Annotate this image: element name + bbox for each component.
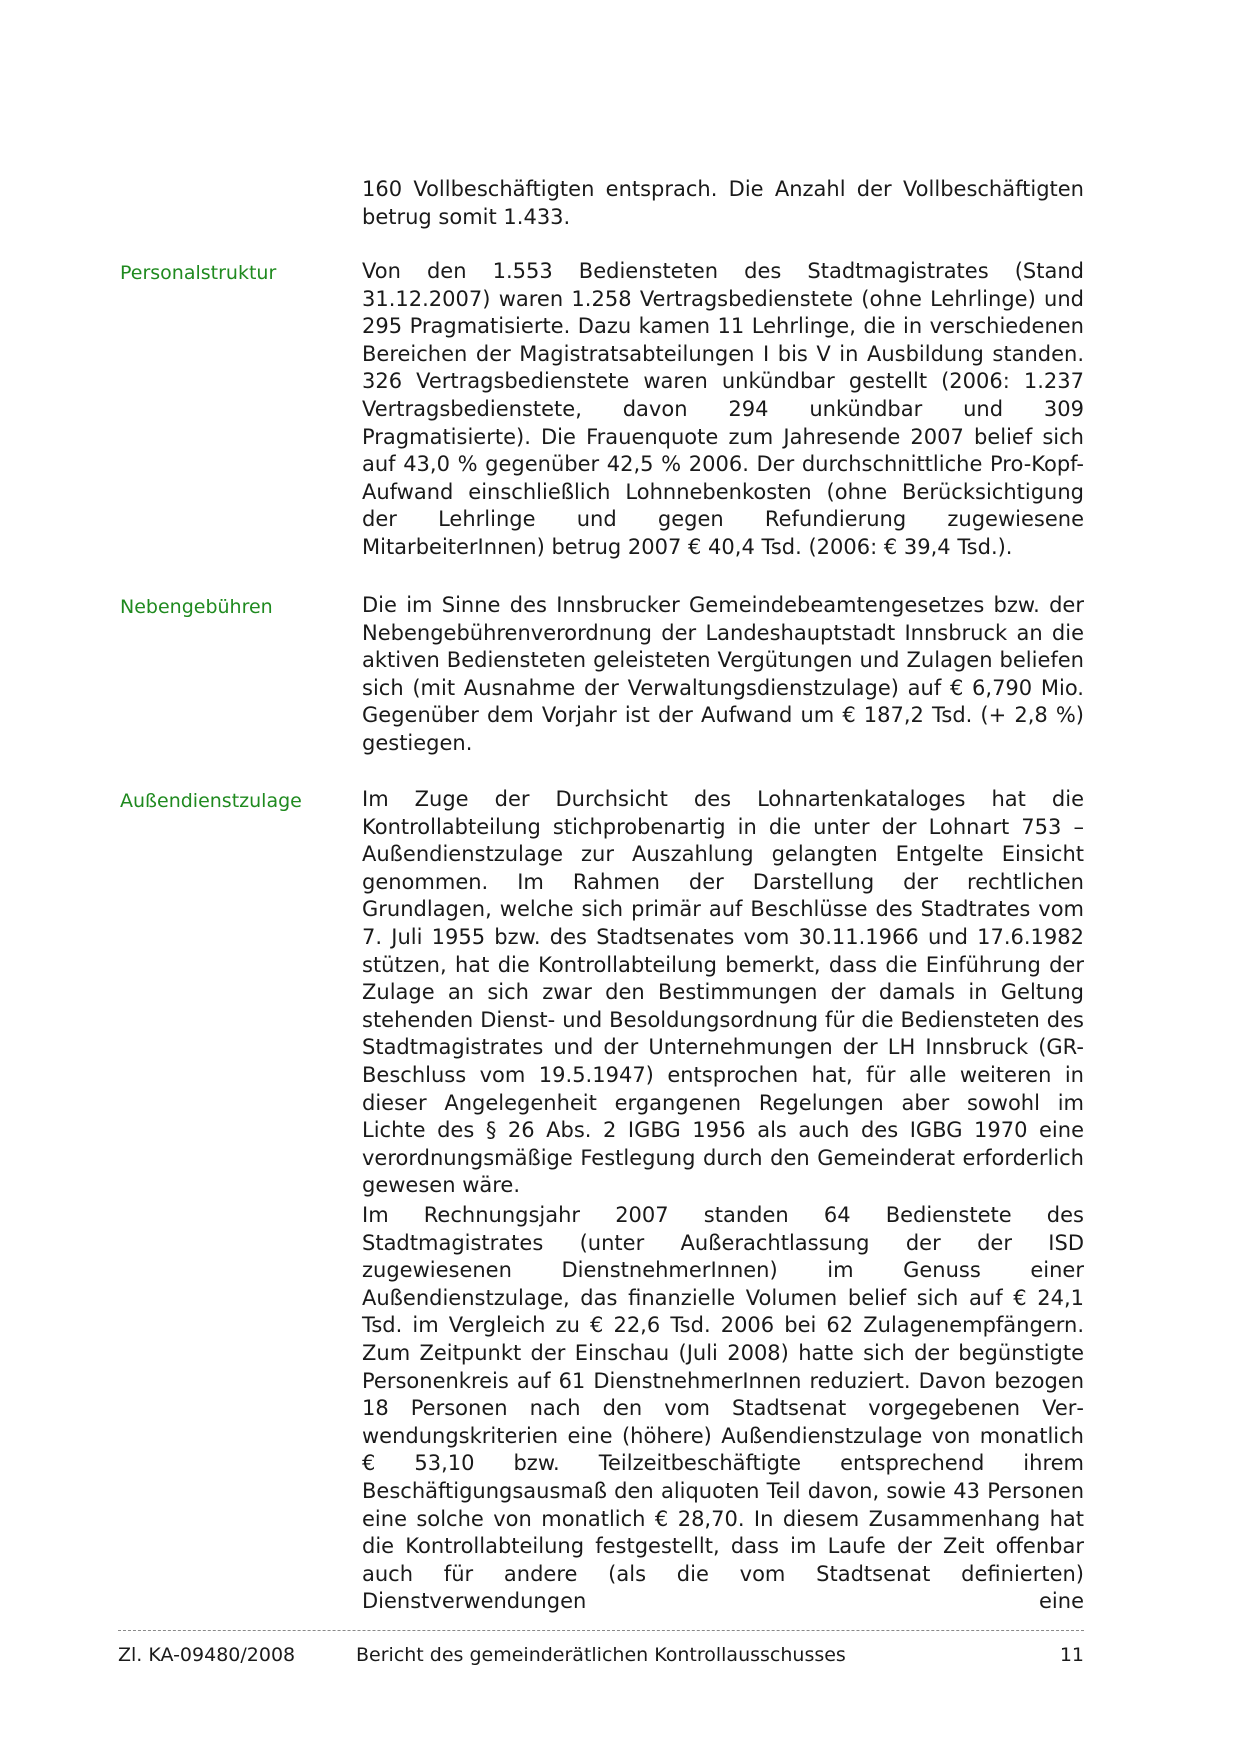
footer-reference: Zl. KA-09480/2008	[118, 1644, 296, 1666]
page-number: 11	[1059, 1644, 1084, 1666]
margin-label-aussendienstzulage: Außendienstzulage	[120, 790, 302, 812]
footer-title: Bericht des gemeinderätlichen Kontrollausschusses	[356, 1644, 846, 1666]
aussendienstzulage-paragraph-2: Im Rechnungsjahr 2007 standen 64 Bedienstete des Stadtmagistrates (unter Außerachtlassung der der ISD zugewiesenen DienstnehmerInnen) im Genuss einer Außendienstzulage, das finanzielle Volumen belief sich auf € 24,1 Tsd. im Vergleich zu € 22,6 Tsd. 2006 bei 62 Zulagenempfängern. Zum Zeitpunkt der Einschau (Juli 2008) hatte sich der begünstigte Personenkreis auf 61 DienstnehmerInnen reduziert. Davon bezogen 18 Personen nach den vom Stadtsenat vorgegebenen Verwendungskriterien eine (höhere) Außendienstzulage von monatlich € 53,10 bzw. Teilzeitbeschäftigte entsprechend ihrem Beschäftigungsausmaß den aliquoten Teil davon, sowie 43 Personen eine solche von monatlich € 28,70. In diesem Zusammenhang hat die Kontrollabteilung festgestellt, dass im Laufe der Zeit offenbar auch für andere (als die vom Stadtsenat definierten) Dienstverwendungen eine	[362, 1203, 1084, 1614]
aussendienstzulage-paragraph-1: Im Zuge der Durchsicht des Lohnartenkataloges hat die Kontrollabteilung stichprobenartig in die unter der Lohnart 753 – Außendienstzulage zur Auszahlung gelangten Entgelte Einsicht genommen. Im Rahmen der Darstellung der rechtlichen Grundlagen, welche sich primär auf Beschlüsse des Stadtrates vom 7. Juli 1955 bzw. des Stadtsenates vom 30.11.1966 und 17.6.1982 stützen, hat die Kontrollabteilung bemerkt, dass die Einführung der Zulage an sich zwar den Bestimmungen der damals in Geltung stehenden Dienst- und Besoldungsordnung für die Bediensteten des Stadtmagistrates und der Unternehmungen der LH Innsbruck (GR-Beschluss vom 19.5.1947) entsprochen hat, für alle weiteren in dieser Angelegenheit ergangenen Regelungen aber sowohl im Lichte des § 26 Abs. 2 IGBG 1956 als auch des IGBG 1970 eine verordnungsmäßige Festlegung durch den Gemeinderat erforderlich gewesen wäre.	[362, 787, 1084, 1198]
nebengebuehren-paragraph: Die im Sinne des Innsbrucker Gemeindebeamtengesetzes bzw. der Nebengebührenverordnung der Landeshauptstadt Innsbruck an die aktiven Bediensteten geleisteten Vergütungen und Zulagen beliefen sich (mit Ausnahme der Verwaltungsdienstzulage) auf € 6,790 Mio. Gegenüber dem Vorjahr ist der Aufwand um € 187,2 Tsd. (+ 2,8 %) gestiegen.	[362, 593, 1084, 755]
margin-label-personalstruktur: Personalstruktur	[120, 262, 277, 284]
intro-paragraph: 160 Vollbeschäftigten entsprach. Die Anzahl der Vollbeschäftigten betrug somit 1.433.	[362, 177, 1084, 229]
margin-label-nebengebuehren: Nebengebühren	[120, 596, 273, 618]
footer-divider	[118, 1630, 1084, 1631]
personalstruktur-paragraph: Von den 1.553 Bediensteten des Stadtmagistrates (Stand 31.12.2007) waren 1.258 Vertragsbedienstete (ohne Lehrlinge) und 295 Pragmatisierte. Dazu kamen 11 Lehrlinge, die in verschiedenen Bereichen der Magistratsabteilungen I bis V in Ausbildung standen. 326 Vertragsbedienstete waren unkündbar gestellt (2006: 1.237 Vertragsbedienstete, davon 294 unkündbar und 309 Pragmatisierte). Die Frauenquote zum Jahresende 2007 belief sich auf 43,0 % gegenüber 42,5 % 2006. Der durchschnittliche Pro-Kopf-Aufwand einschließlich Lohnnebenkosten (ohne Berücksichtigung der Lehrlinge und gegen Refundierung zugewiesene MitarbeiterInnen) betrug 2007 € 40,4 Tsd. (2006: € 39,4 Tsd.).	[362, 259, 1084, 559]
